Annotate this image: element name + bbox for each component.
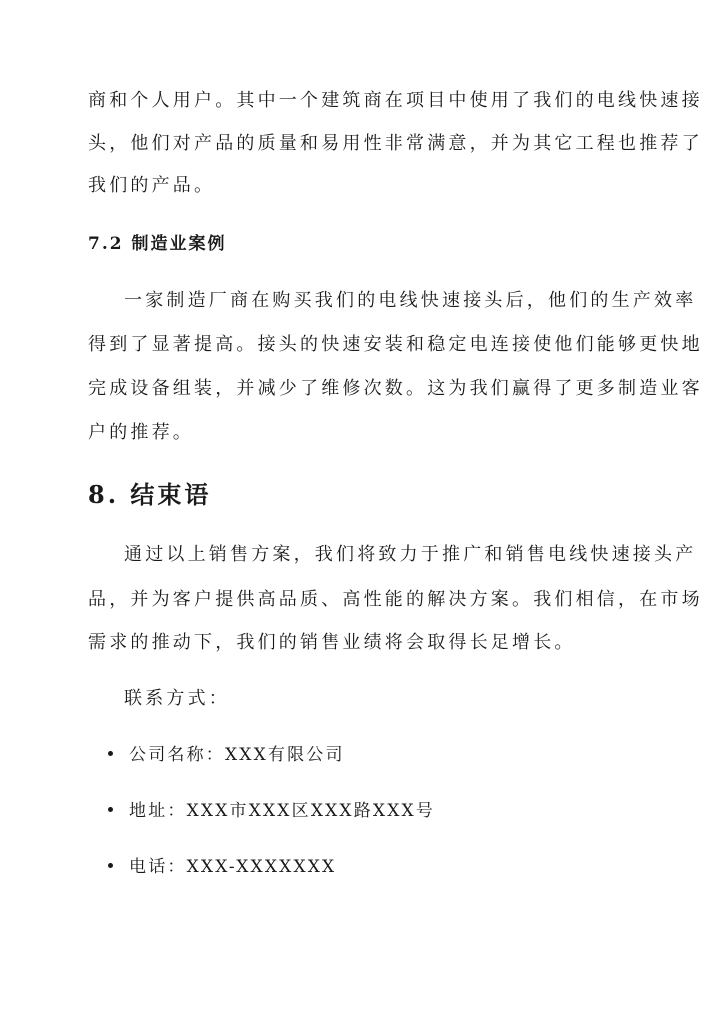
contact-phone: 电话：XXX-XXXXXXX: [129, 857, 337, 877]
contact-address: 地址：XXX市XXX区XXX路XXX号: [129, 801, 436, 821]
section-heading-8: 8. 结束语: [88, 480, 212, 509]
paragraph-line: 品，并为客户提供高品质、高性能的解决方案。我们相信，在市场: [88, 589, 703, 610]
contact-list-item: [108, 859, 336, 876]
paragraph-line: 需求的推动下，我们的销售业绩将会取得长足增长。: [88, 632, 576, 653]
contact-list-item: [108, 803, 435, 820]
paragraph-line: 户的推荐。: [88, 422, 194, 443]
paragraph-line: 一家制造厂商在购买我们的电线快速接头后，他们的生产效率: [124, 290, 697, 311]
paragraph-line: 商和个人用户。其中一个建筑商在项目中使用了我们的电线快速接: [88, 90, 703, 111]
contact-list-item: [108, 747, 345, 764]
section-heading-7-2: 7.2 制造业案例: [88, 234, 227, 254]
paragraph-line: 头，他们对产品的质量和易用性非常满意，并为其它工程也推荐了: [88, 133, 703, 154]
paragraph-line: 通过以上销售方案，我们将致力于推广和销售电线快速接头产: [124, 544, 697, 565]
paragraph-line: 完成设备组装，并减少了维修次数。这为我们赢得了更多制造业客: [88, 378, 703, 399]
paragraph-line: 得到了显著提高。接头的快速安装和稳定电连接使他们能够更快地: [88, 334, 703, 355]
bullet-icon: [108, 751, 113, 756]
paragraph-line: 我们的产品。: [88, 175, 216, 196]
contact-company: 公司名称：XXX有限公司: [129, 745, 345, 765]
contact-label: 联系方式：: [124, 688, 230, 709]
bullet-icon: [108, 863, 113, 868]
bullet-icon: [108, 807, 113, 812]
